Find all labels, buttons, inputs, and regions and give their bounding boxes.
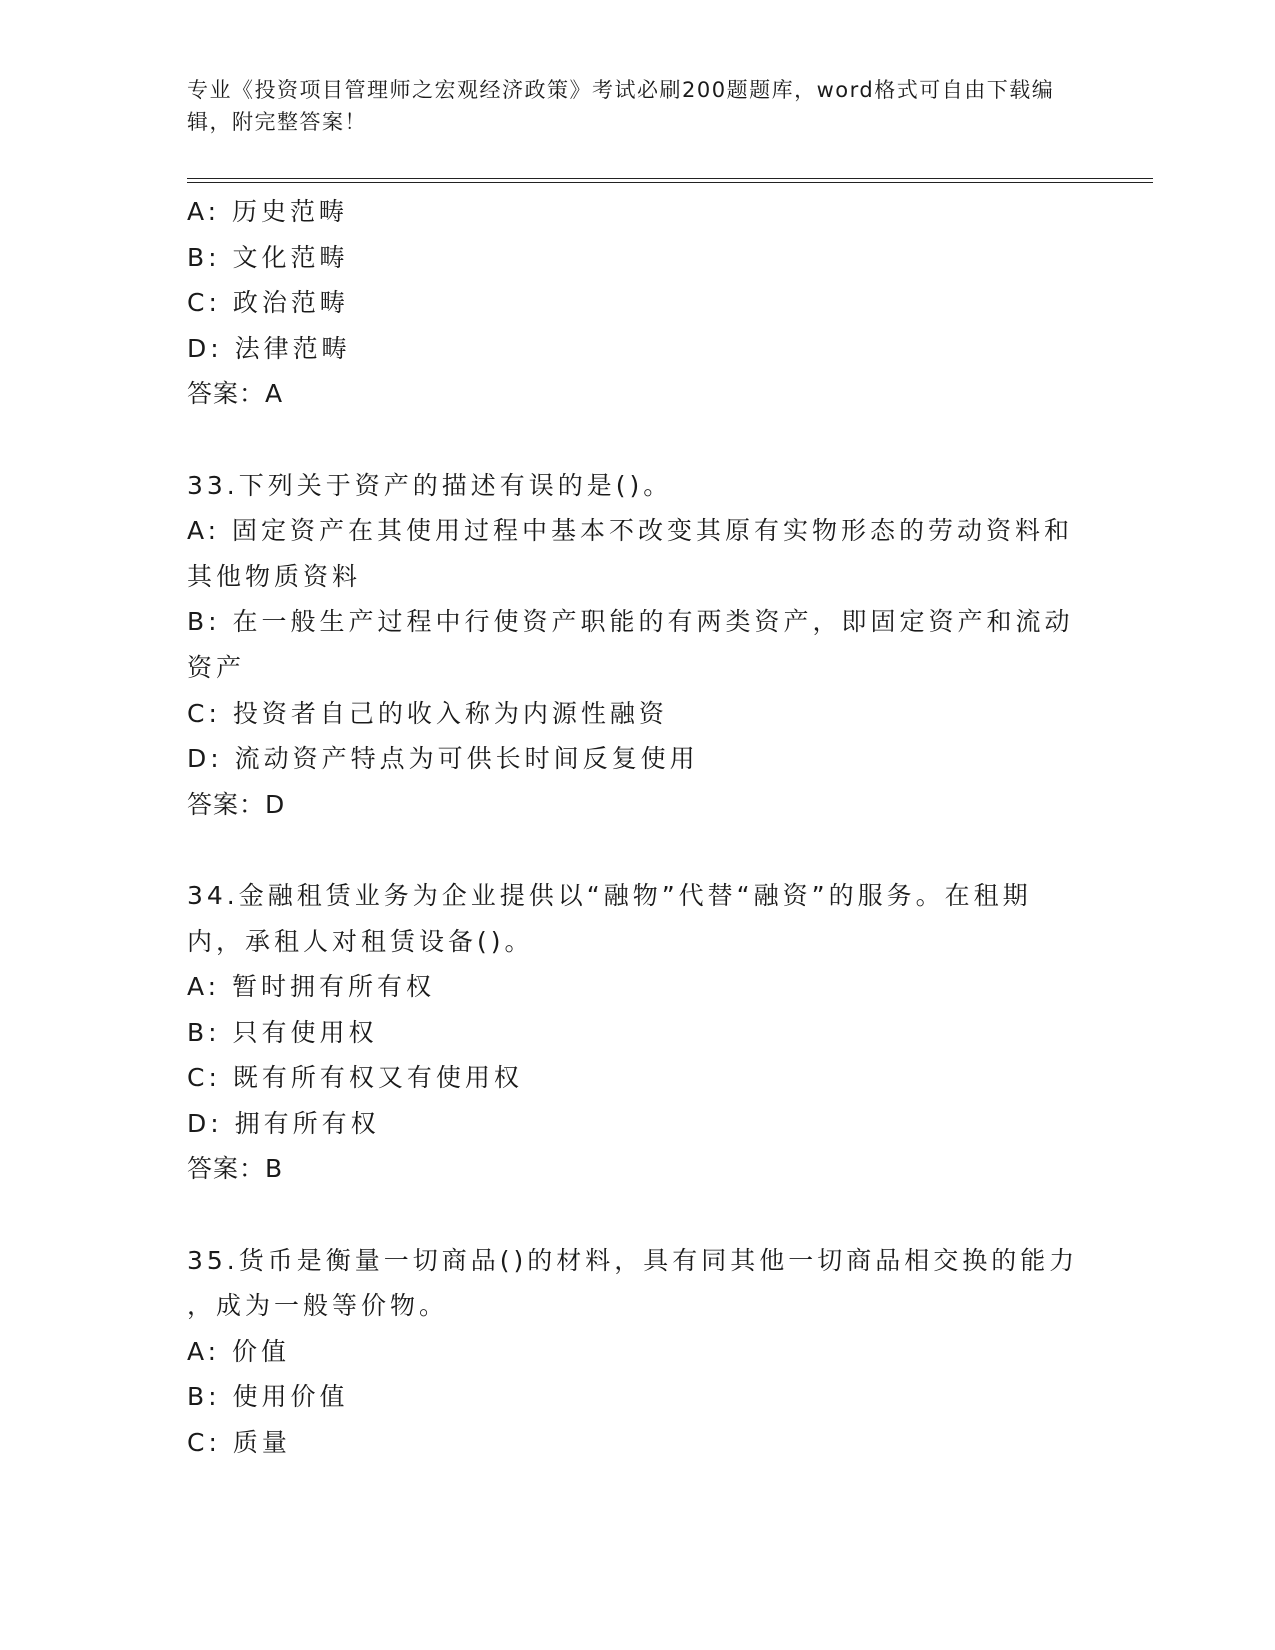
option-c: C: 政治范畴 <box>187 288 349 318</box>
option-d: D: 流动资产特点为可供长时间反复使用 <box>187 744 699 774</box>
option-c: C: 既有所有权又有使用权 <box>187 1063 523 1093</box>
answer-line: 答案：A <box>187 379 284 409</box>
option-a: A: 价值 <box>187 1336 291 1366</box>
question-33-block <box>187 463 1074 828</box>
question-35-block <box>187 1238 1079 1466</box>
question-stem: 33.下列关于资产的描述有误的是()。 <box>187 470 673 500</box>
option-c: C: 投资者自己的收入称为内源性融资 <box>187 698 668 728</box>
question-34-block <box>187 873 1067 1192</box>
spacer <box>187 1192 1067 1238</box>
option-b: B: 在一般生产过程中行使资产职能的有两类资产，即固定资产和流动 <box>187 607 1074 637</box>
spacer <box>187 417 1067 463</box>
option-b: B: 使用价值 <box>187 1382 349 1412</box>
question-stem-continued: 内，承租人对租赁设备()。 <box>187 926 534 956</box>
option-b: B: 文化范畴 <box>187 242 349 272</box>
answer-line: 答案：B <box>187 1154 284 1184</box>
document-header <box>187 74 1087 138</box>
header-text: 专业《投资项目管理师之宏观经济政策》考试必刷200题题库，word格式可自由下载编辑，附完整答案！ <box>187 78 1055 134</box>
option-d: D: 法律范畴 <box>187 333 351 363</box>
option-c: C: 质量 <box>187 1428 291 1458</box>
option-d: D: 拥有所有权 <box>187 1108 380 1138</box>
option-a-continued: 其他物质资料 <box>187 561 362 591</box>
option-a: A: 历史范畴 <box>187 197 349 226</box>
answer-line: 答案：D <box>187 789 286 819</box>
question-stem: 35.货币是衡量一切商品()的材料，具有同其他一切商品相交换的能力 <box>187 1245 1079 1275</box>
option-b-continued: 资产 <box>187 652 246 682</box>
header-divider-top <box>187 178 1153 179</box>
spacer <box>187 827 1067 873</box>
question-stem-continued: ，成为一般等价物。 <box>187 1291 449 1321</box>
question-stem: 34.金融租赁业务为企业提供以“融物”代替“融资”的服务。在租期 <box>187 880 1032 910</box>
question-content <box>187 189 1079 1466</box>
prev-question-block <box>187 189 1067 417</box>
option-a: A: 固定资产在其使用过程中基本不改变其原有实物形态的劳动资料和 <box>187 516 1074 546</box>
option-b: B: 只有使用权 <box>187 1017 378 1047</box>
header-divider-bottom <box>187 182 1153 183</box>
option-a: A: 暂时拥有所有权 <box>187 972 436 1002</box>
